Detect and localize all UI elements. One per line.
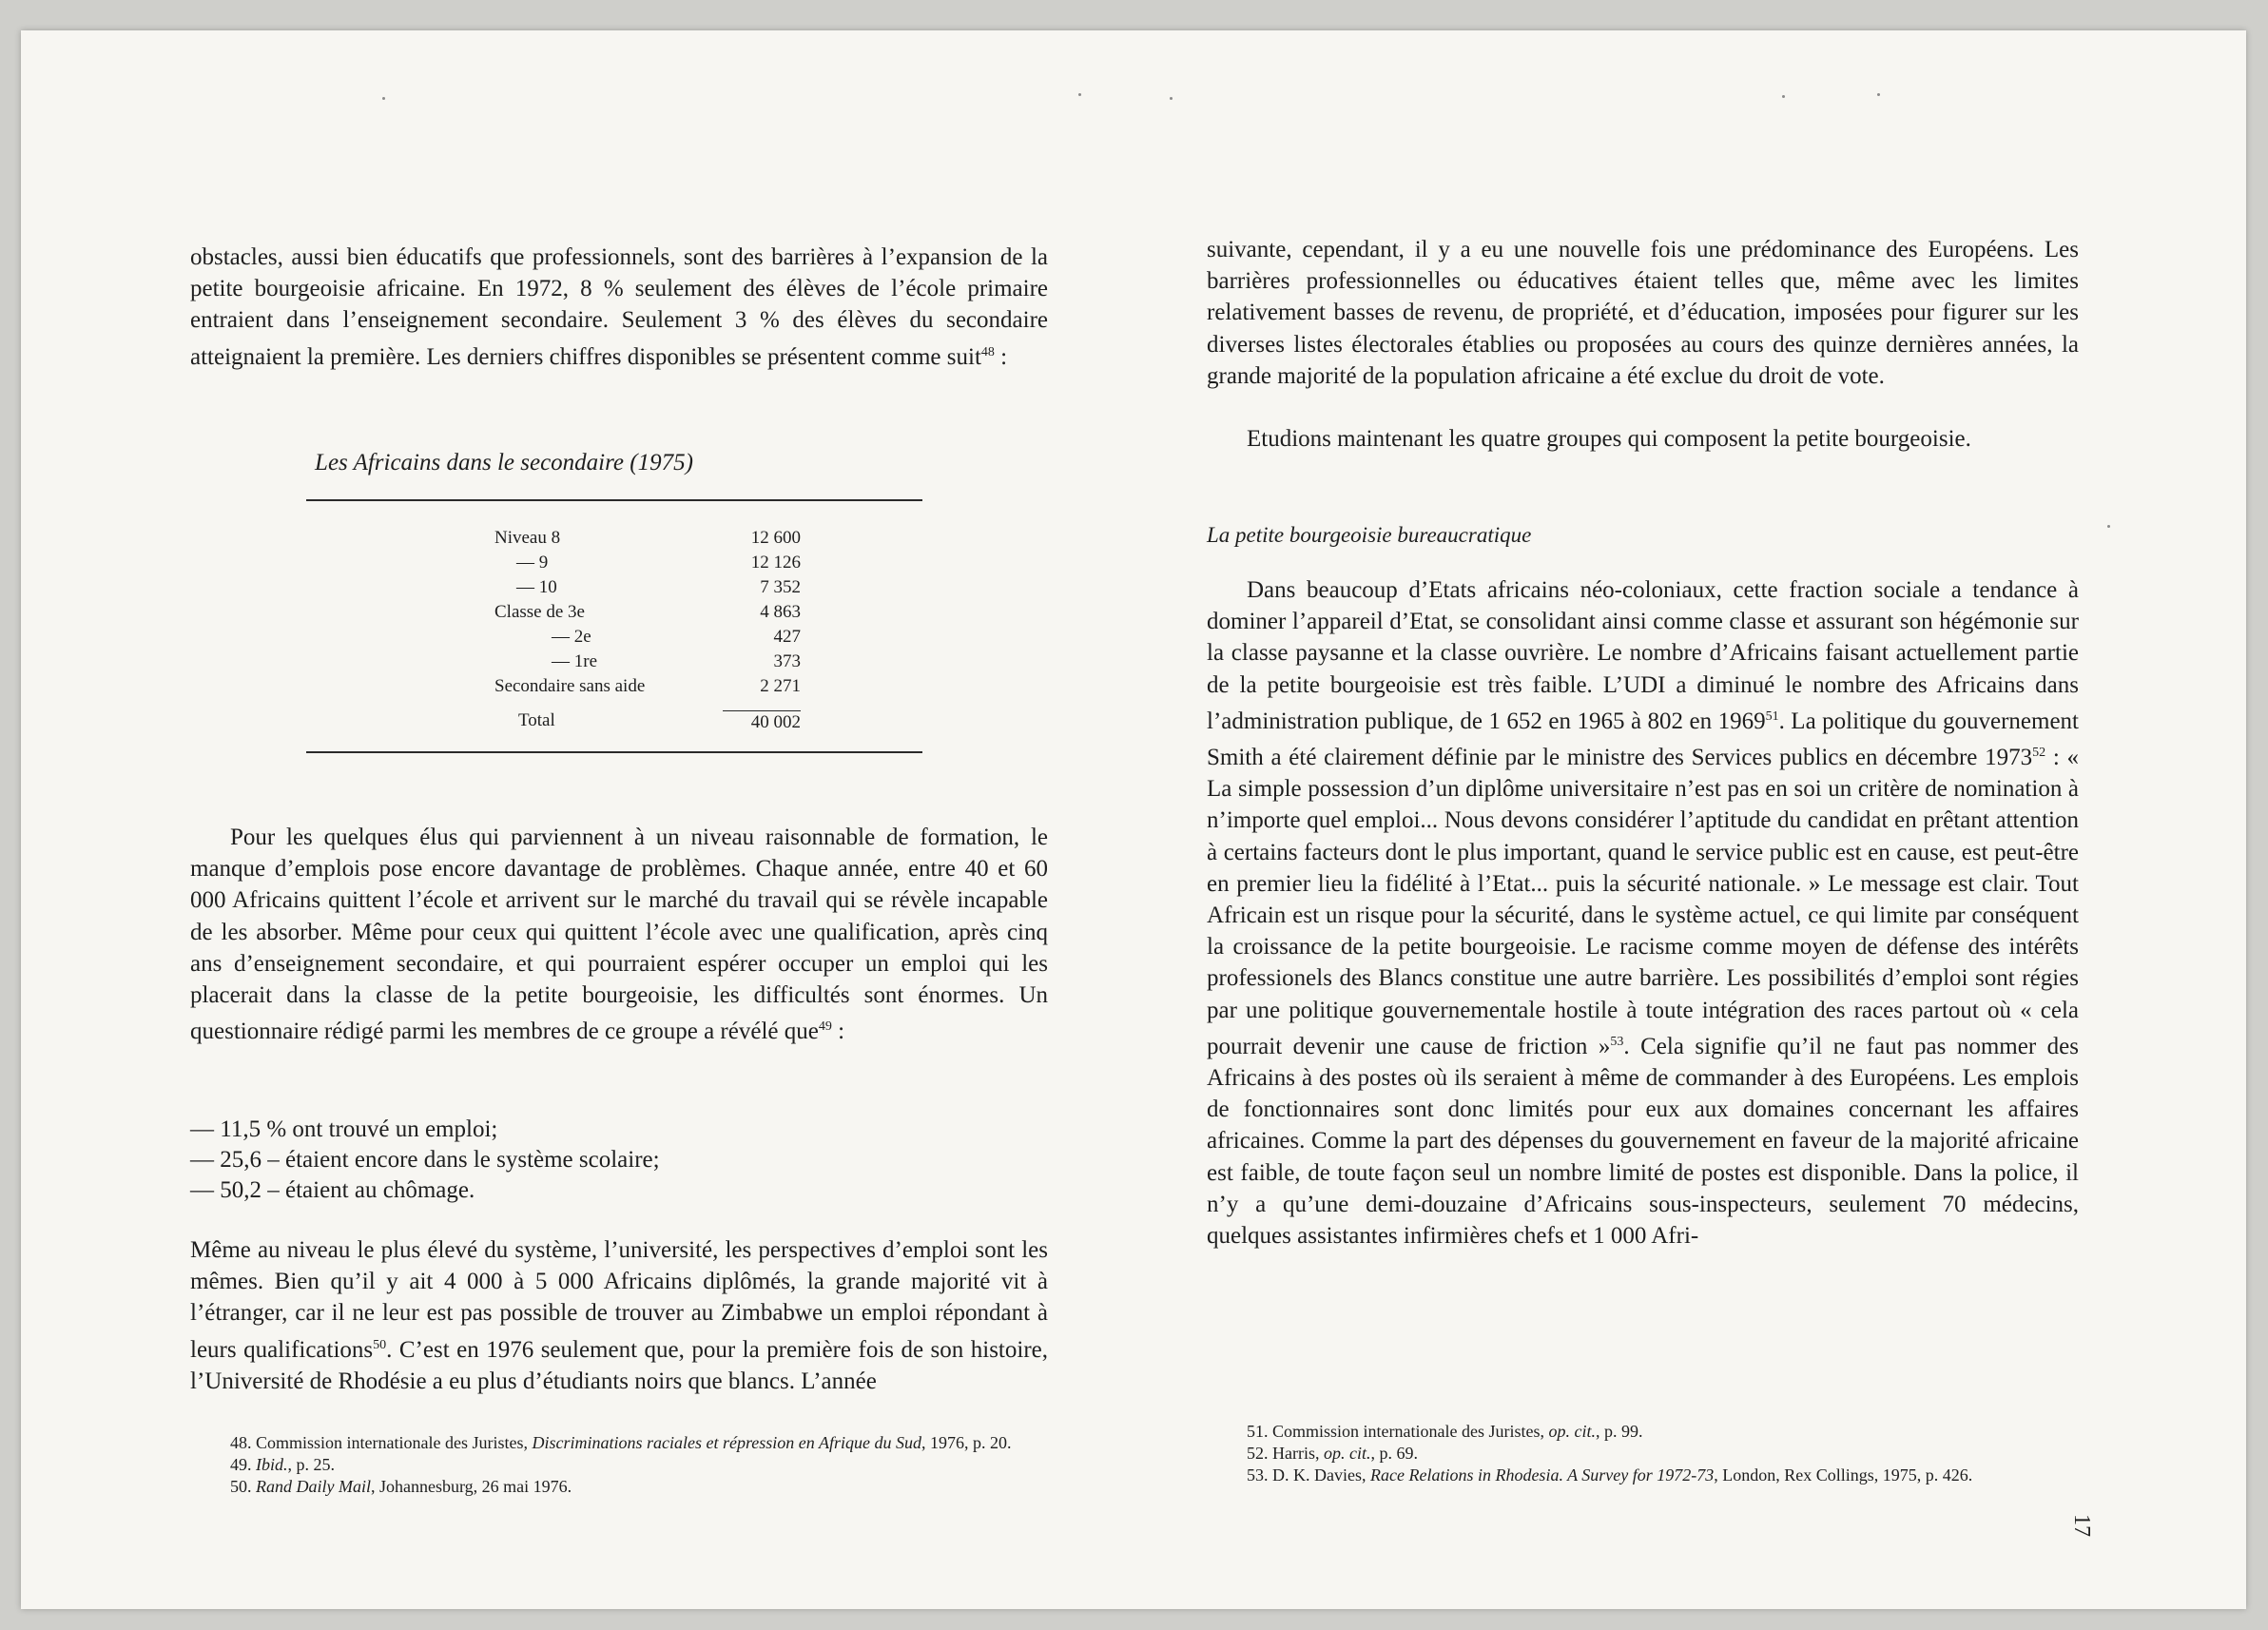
table-row: — 1re 373 — [552, 651, 801, 671]
left-paragraph-2: Pour les quelques élus qui parviennent à un niveau raisonnable de formation, le manque d’emplois pose encore davantage de problèmes. Chaque année, entre 40 et 60 000 Africains quittent l’école et arrivent sur le marché du travail qui se révèle incapable de les absorber. Même pour ceux qui quittent l’école avec une qualification, après cinq ans d’enseignement secondaire, et qui pourraient espérer occuper un emploi qui les placerait dans la classe de la petite bourgeoisie, les difficultés sont énormes. Un questionnaire rédigé parmi les membres de ce groupe a révélé que$^{49}$ : — [190, 825, 1048, 1045]
footnote-50: 50. Rand Daily Mail, Johannesburg, 26 mai 1976. — [230, 1477, 572, 1496]
left-paragraph-1: obstacles, aussi bien éducatifs que professionnels, sont des barrières à l’expansion de la petite bourgeoisie africaine. En 1972, 8 % seulement des élèves de l’école primaire entraient dans l’enseignement secondaire. Seulement 3 % des élèves du secondaire atteignaient la première. Les derniers chiffres disponibles se présentent comme suit$^{48}$ : — [190, 244, 1048, 370]
document-spread — [21, 30, 2246, 1609]
right-paragraph-2: Etudions maintenant les quatre groupes qui composent la petite bourgeoisie. — [1247, 426, 1971, 452]
table-row: — 9 12 126 — [516, 553, 801, 572]
right-footnotes — [1207, 1421, 2079, 1486]
left-footnotes — [190, 1432, 1048, 1498]
paper-speck — [1782, 95, 1785, 98]
page-number: 17 — [2069, 1514, 2094, 1537]
survey-results — [190, 1115, 1048, 1206]
left-paragraph-3: Même au niveau le plus élevé du système, l’université, les perspectives d’emploi sont les mêmes. Bien qu’il y ait 4 000 à 5 000 Africains diplômés, la grande majorité vit à l’étranger, car il ne leur est pas possible de trouver au Zimbabwe un emploi répondant à leurs qualifications$^{50}$. C’est en 1976 seulement que, pour la première fois de son histoire, l’Université de Rhodésie a eu plus d’étudiants noirs que blancs. L’année — [190, 1237, 1048, 1394]
paper-speck — [1078, 93, 1081, 96]
secondary-table — [190, 528, 1048, 735]
table-row: — 2e 427 — [552, 627, 801, 647]
list-item: — 25,6 – étaient encore dans le système scolaire; — [190, 1147, 660, 1173]
paper-speck — [382, 97, 385, 100]
table-title: Les Africains dans le secondaire (1975) — [315, 450, 693, 475]
section-heading: La petite bourgeoisie bureaucratique — [1207, 523, 1532, 547]
footnote-52: 52. Harris, op. cit., p. 69. — [1247, 1444, 1418, 1463]
paper-speck — [1877, 93, 1880, 96]
paper-speck — [1170, 97, 1173, 100]
right-paragraph-1: suivante, cependant, il y a eu une nouvelle fois une prédominance des Européens. Les barrières professionnelles ou éducatives étaient telles que, même avec les limites relativement basses de revenu, de propriété, et d’éducation, imposées pour figurer sur les diverses listes électorales établies ou proposées au cours des quinze dernières années, la grande majorité de la population africaine a été exclue du droit de vote. — [1207, 237, 2079, 389]
right-paragraph-3: Dans beaucoup d’Etats africains néo-coloniaux, cette fraction sociale a tendance à dominer l’appareil d’Etat, se consolidant ainsi comme classe et assurant son hégémonie sur la classe paysanne et la classe ouvrière. Le nombre d’Africains faisant actuellement partie de la petite bourgeoisie est très faible. L’UDI a diminué le nombre des Africains dans l’administration publique, de 1 652 en 1965 à 802 en 1969$^{51}$. La politique du gouvernement Smith a été clairement définie par le ministre des Services publics en décembre 1973$^{52}$ : « La simple possession d’un diplôme universitaire n’est pas en soi un critère de nomination à n’importe quel emploi... Nous devons considérer l’aptitude du candidat en prêtant attention à certains facteurs dont le plus important, quand le service public est en cause, est peut-être en premier lieu la fidélité à l’Etat... puis la sécurité nationale. » Le message est clair. Tout Africain est un risque pour la sécurité, dans le système actuel, ce qui limite par conséquent la croissance de la petite bourgeoisie. Le racisme comme moyen de défense des intérêts professionels des Blancs constitue une autre barrière. Les possibilités d’emploi sont régies par une politique gouvernementale hostile à toute intégration des races partout où « cela pourrait devenir une cause de friction »$^{53}$. Cela signifie qu’il ne faut pas nommer des Africains à des postes où ils seraient à même de commander à des Européens. Les emplois de fonctionnaires sont donc limités pour eux aux domaines concernant les affaires africaines. Comme la part des dépenses du gouvernement en faveur de la majorité africaine est faible, de toute façon seul un nombre limité de postes est disponible. Dans la police, il n’y a qu’une demi-douzaine d’Africains sous-inspecteurs, seulement 70 médecins, quelques assistantes infirmières chefs et 1 000 Afri- — [1207, 577, 2079, 1250]
table-row: Niveau 8 12 600 — [494, 528, 801, 548]
table-row: — 10 7 352 — [516, 577, 801, 597]
list-item: — 11,5 % ont trouvé un emploi; — [190, 1116, 498, 1142]
table-total-row: Total 40 002 — [518, 710, 801, 732]
table-top-rule — [306, 499, 922, 501]
table-row: Secondaire sans aide 2 271 — [494, 676, 801, 696]
footnote-49: 49. Ibid., p. 25. — [230, 1455, 335, 1474]
paper-speck — [2107, 525, 2110, 528]
footnote-48: 48. Commission internationale des Juristes, Discriminations raciales et répression en Afrique du Sud, 1976, p. 20. — [230, 1433, 1012, 1452]
footnote-51: 51. Commission internationale des Juristes, op. cit., p. 99. — [1247, 1422, 1643, 1441]
list-item: — 50,2 – étaient au chômage. — [190, 1177, 475, 1203]
table-bottom-rule — [306, 751, 922, 753]
table-row: Classe de 3e 4 863 — [494, 602, 801, 622]
footnote-53: 53. D. K. Davies, Race Relations in Rhodesia. A Survey for 1972-73, London, Rex Collings, 1975, p. 426. — [1247, 1465, 1973, 1484]
